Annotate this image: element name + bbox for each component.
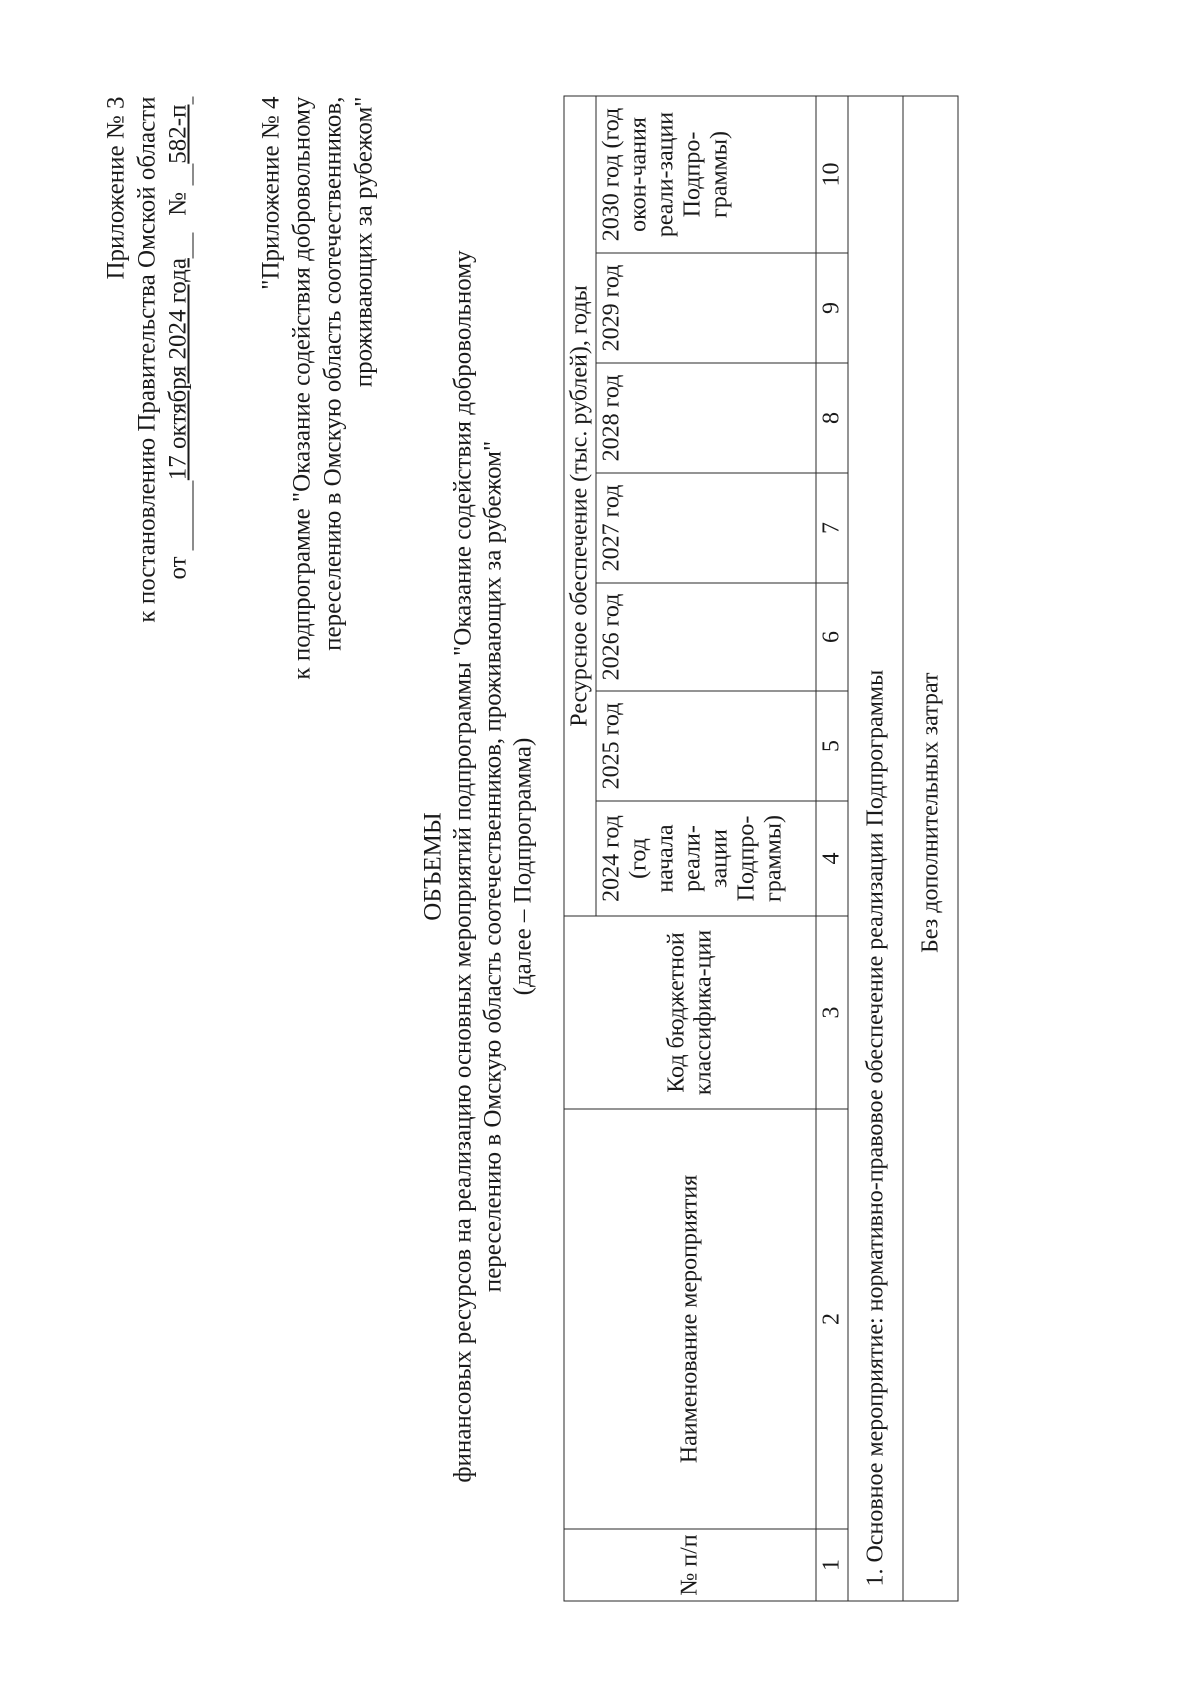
header-name: Наименование мероприятия — [564, 1109, 816, 1529]
date-prefix: от — [164, 556, 191, 580]
section-title: 1. Основное мероприятие: нормативно-правовое обеспечение реализации Подпрограммы — [848, 96, 903, 1601]
header-num: № п/п — [564, 1529, 816, 1601]
document-title — [418, 217, 538, 1517]
header-year-2027: 2027 год — [596, 473, 816, 583]
column-number: 5 — [816, 691, 848, 801]
number-label: № — [164, 191, 191, 216]
title-line-3: (далее – Подпрограмма) — [509, 737, 536, 996]
header-year-2029: 2029 год — [596, 253, 816, 363]
header-year-2024: 2024 год (год начала реали-зации Подпро-граммы) — [596, 801, 816, 916]
annex-3-title: Приложение № 3 — [102, 96, 129, 280]
annex-3-date-line — [162, 97, 193, 697]
title-line-2: переселению в Омскую область соотечественников, проживающих за рубежом" — [479, 440, 506, 1293]
annex-4-title: "Приложение № 4 — [257, 96, 284, 290]
date-blank-right — [168, 232, 193, 258]
column-number: 9 — [816, 253, 848, 363]
table-header-row — [564, 96, 596, 1601]
header-year-2026: 2026 год — [596, 583, 816, 691]
column-number: 6 — [816, 583, 848, 691]
annex-4-header — [255, 97, 379, 817]
annex-4-line-3: переселению в Омскую область соотечественников, — [319, 96, 346, 651]
header-code: Код бюджетной классифика-ции — [564, 916, 816, 1109]
column-number: 4 — [816, 801, 848, 916]
table-numbering-row — [816, 96, 848, 1601]
annex-4-line-2: к подпрограмме "Оказание содействия добровольному — [288, 96, 315, 680]
annex-3-resolution: к постановлению Правительства Омской области — [133, 96, 160, 623]
number-blank-left — [168, 164, 193, 186]
column-number: 3 — [816, 916, 848, 1109]
header-resources: Ресурсное обеспечение (тыс. рублей), годы — [564, 96, 596, 916]
date-blank-left — [168, 480, 193, 550]
resolution-number: 582-п — [164, 104, 191, 164]
resolution-date: 17 октября 2024 года — [164, 258, 191, 481]
column-number: 8 — [816, 363, 848, 473]
title-heading: ОБЪЕМЫ — [419, 812, 446, 921]
table-note-row — [903, 96, 958, 1601]
annex-4-line-4: проживающих за рубежом" — [350, 96, 377, 388]
table-section-row — [848, 96, 903, 1601]
note-spacer — [903, 1529, 958, 1601]
column-number: 1 — [816, 1529, 848, 1601]
number-blank-right — [168, 97, 193, 105]
column-number: 7 — [816, 473, 848, 583]
title-line-1: финансовых ресурсов на реализацию основных мероприятий подпрограммы "Оказание содействия добровольному — [449, 250, 476, 1483]
header-year-2030: 2030 год (год окон-чания реали-зации Подпро-граммы) — [596, 96, 816, 253]
resources-table — [563, 95, 958, 1601]
note-text: Без дополнительных затрат — [903, 96, 958, 1529]
column-number: 10 — [816, 96, 848, 253]
annex-3-header — [100, 97, 193, 697]
header-year-2028: 2028 год — [596, 363, 816, 473]
header-year-2025: 2025 год — [596, 691, 816, 801]
column-number: 2 — [816, 1109, 848, 1529]
